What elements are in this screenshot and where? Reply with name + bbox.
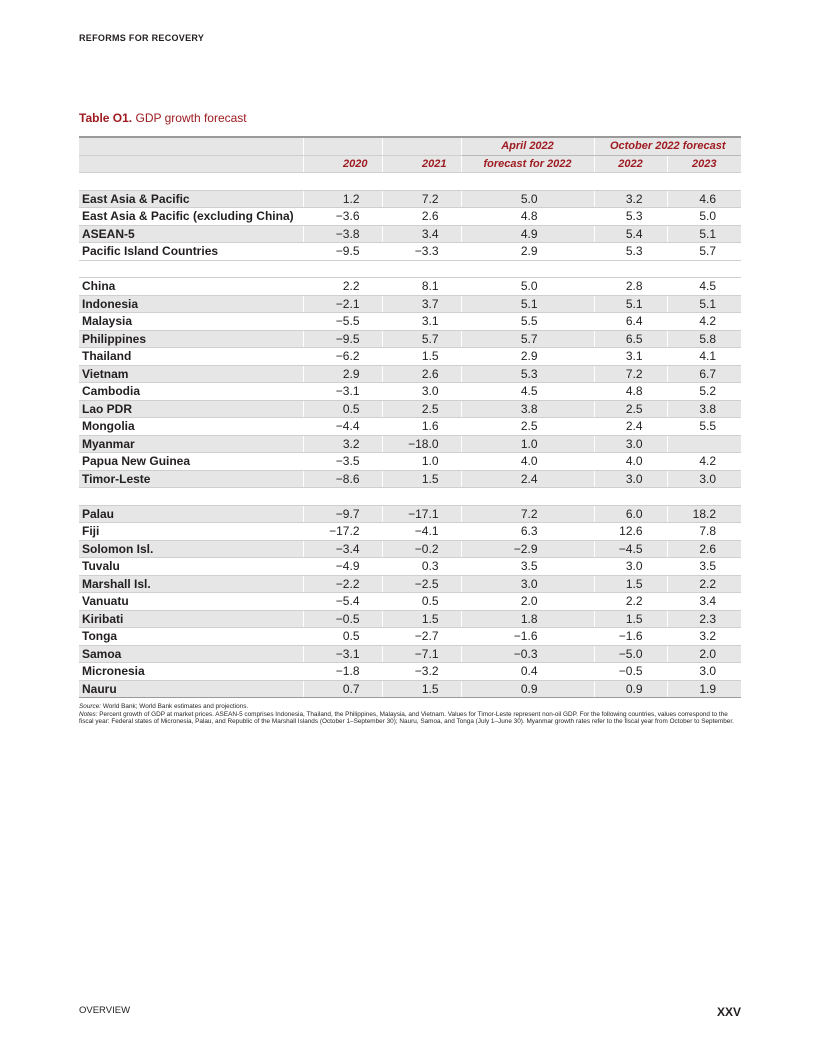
value-2020: 0.5 (303, 400, 382, 418)
table-spacer-row (79, 173, 741, 191)
value-oct-2023: 2.6 (667, 540, 741, 558)
value-2021: 1.5 (382, 470, 461, 488)
row-name: Timor-Leste (79, 470, 303, 488)
value-april-2022: 2.9 (461, 348, 594, 366)
row-name: Thailand (79, 348, 303, 366)
page-number: XXV (716, 1005, 741, 1019)
value-oct-2022: 6.4 (594, 313, 667, 331)
value-oct-2022: 3.0 (594, 470, 667, 488)
value-oct-2023: 4.6 (667, 190, 741, 208)
value-oct-2023: 3.0 (667, 470, 741, 488)
value-oct-2023: 3.0 (667, 663, 741, 681)
value-oct-2023 (667, 488, 741, 506)
value-oct-2022: 5.1 (594, 295, 667, 313)
row-name: Lao PDR (79, 400, 303, 418)
value-2020: 2.2 (303, 278, 382, 296)
row-name: Marshall Isl. (79, 575, 303, 593)
value-oct-2023: 4.2 (667, 313, 741, 331)
value-2021: 2.5 (382, 400, 461, 418)
table-row (79, 540, 741, 558)
value-oct-2022: −0.5 (594, 663, 667, 681)
row-name: Tuvalu (79, 558, 303, 576)
row-name: ASEAN-5 (79, 225, 303, 243)
row-name: Vietnam (79, 365, 303, 383)
col-header-april-forecast: forecast for 2022 (461, 155, 594, 173)
value-2020: −3.8 (303, 225, 382, 243)
value-2021: 0.3 (382, 558, 461, 576)
table-row (79, 190, 741, 208)
source-label: Source: (79, 703, 102, 710)
value-oct-2022: −4.5 (594, 540, 667, 558)
row-name: Tonga (79, 628, 303, 646)
value-april-2022: 5.7 (461, 330, 594, 348)
value-april-2022: 5.0 (461, 278, 594, 296)
value-oct-2023: 5.0 (667, 208, 741, 226)
value-oct-2023: 5.2 (667, 383, 741, 401)
value-2020 (303, 173, 382, 191)
value-2020: −0.5 (303, 610, 382, 628)
value-2020: −3.1 (303, 383, 382, 401)
row-name (79, 260, 303, 278)
notes-note (79, 711, 741, 726)
value-oct-2023 (667, 260, 741, 278)
value-oct-2022: 12.6 (594, 523, 667, 541)
value-oct-2022 (594, 173, 667, 191)
value-2020: −2.1 (303, 295, 382, 313)
row-name: Palau (79, 505, 303, 523)
value-oct-2023: 2.0 (667, 645, 741, 663)
value-2021: 2.6 (382, 208, 461, 226)
row-name: China (79, 278, 303, 296)
table-row (79, 365, 741, 383)
value-oct-2023: 2.3 (667, 610, 741, 628)
value-oct-2023: 4.1 (667, 348, 741, 366)
value-oct-2023: 3.4 (667, 593, 741, 611)
value-2021: −2.5 (382, 575, 461, 593)
value-2021: −3.3 (382, 243, 461, 261)
table-row (79, 645, 741, 663)
table-row (79, 348, 741, 366)
value-2020: −9.7 (303, 505, 382, 523)
value-oct-2022: 0.9 (594, 680, 667, 698)
value-2020: 2.9 (303, 365, 382, 383)
row-name: Nauru (79, 680, 303, 698)
row-name: East Asia & Pacific (excluding China) (79, 208, 303, 226)
notes-text: Percent growth of GDP at market prices. ASEAN-5 comprises Indonesia, Thailand, the Philippines, Malaysia, and Vietnam. Values for Timor-Leste represent non-oil GDP. For the following countries, values correspond to the fiscal year: Federal states of Micronesia, Palau, and Republic of the Marshall Islands (October 1–September 30); Nauru, Samoa, and Tonga (July 1–June 30). Myanmar growth rates refer to the fiscal year from October to September. (79, 710, 734, 726)
value-2020 (303, 260, 382, 278)
value-oct-2023: 3.2 (667, 628, 741, 646)
value-oct-2022: 2.2 (594, 593, 667, 611)
source-text: World Bank; World Bank estimates and projections. (102, 703, 249, 710)
table-row (79, 575, 741, 593)
table-row (79, 225, 741, 243)
row-name: Micronesia (79, 663, 303, 681)
group-header-october: October 2022 forecast (594, 137, 741, 155)
value-oct-2023: 3.8 (667, 400, 741, 418)
value-april-2022: −0.3 (461, 645, 594, 663)
row-name: Solomon Isl. (79, 540, 303, 558)
value-2021: −18.0 (382, 435, 461, 453)
value-oct-2022: 4.0 (594, 453, 667, 471)
value-oct-2022: 5.3 (594, 208, 667, 226)
table-spacer-row (79, 260, 741, 278)
value-april-2022: 3.5 (461, 558, 594, 576)
value-2021 (382, 488, 461, 506)
row-name: Kiribati (79, 610, 303, 628)
value-oct-2022: 4.8 (594, 383, 667, 401)
running-head: REFORMS FOR RECOVERY (79, 33, 205, 43)
row-name: Cambodia (79, 383, 303, 401)
table-row (79, 295, 741, 313)
value-april-2022: 4.5 (461, 383, 594, 401)
value-2021: 1.5 (382, 348, 461, 366)
table-row (79, 628, 741, 646)
value-oct-2023: 1.9 (667, 680, 741, 698)
table-row (79, 680, 741, 698)
value-april-2022: 1.8 (461, 610, 594, 628)
value-2021: −4.1 (382, 523, 461, 541)
value-oct-2023: 5.5 (667, 418, 741, 436)
value-oct-2022 (594, 488, 667, 506)
value-2020: −9.5 (303, 330, 382, 348)
value-oct-2022: 3.0 (594, 435, 667, 453)
value-2021: 7.2 (382, 190, 461, 208)
value-oct-2023: 7.8 (667, 523, 741, 541)
value-april-2022: 0.4 (461, 663, 594, 681)
value-april-2022: 5.3 (461, 365, 594, 383)
value-2021 (382, 260, 461, 278)
value-april-2022: −2.9 (461, 540, 594, 558)
value-oct-2022: 2.8 (594, 278, 667, 296)
value-2020: −3.1 (303, 645, 382, 663)
value-oct-2023: 5.1 (667, 295, 741, 313)
value-oct-2022: 1.5 (594, 610, 667, 628)
table-row (79, 523, 741, 541)
value-april-2022: 0.9 (461, 680, 594, 698)
value-oct-2022: 5.3 (594, 243, 667, 261)
table-row (79, 418, 741, 436)
value-oct-2023: 6.7 (667, 365, 741, 383)
value-2021: 8.1 (382, 278, 461, 296)
table-row (79, 400, 741, 418)
value-2020: 0.5 (303, 628, 382, 646)
value-oct-2022: 2.5 (594, 400, 667, 418)
value-oct-2022: −5.0 (594, 645, 667, 663)
table-row (79, 313, 741, 331)
value-oct-2022: 7.2 (594, 365, 667, 383)
value-oct-2023: 2.2 (667, 575, 741, 593)
table-row (79, 383, 741, 401)
value-oct-2022: 3.2 (594, 190, 667, 208)
row-name: Vanuatu (79, 593, 303, 611)
table-spacer-row (79, 488, 741, 506)
value-2020: 1.2 (303, 190, 382, 208)
header-blank (79, 155, 303, 173)
value-april-2022: 2.9 (461, 243, 594, 261)
footer-section: OVERVIEW (79, 1005, 131, 1016)
value-april-2022 (461, 260, 594, 278)
table-row (79, 505, 741, 523)
value-oct-2022: 6.0 (594, 505, 667, 523)
row-name: Samoa (79, 645, 303, 663)
value-2020: −4.4 (303, 418, 382, 436)
row-name: Malaysia (79, 313, 303, 331)
value-2020: −2.2 (303, 575, 382, 593)
table-row (79, 278, 741, 296)
value-2020: −3.4 (303, 540, 382, 558)
value-2020: −1.8 (303, 663, 382, 681)
value-2021: 3.0 (382, 383, 461, 401)
value-oct-2022: 1.5 (594, 575, 667, 593)
table-row (79, 610, 741, 628)
value-april-2022: 2.4 (461, 470, 594, 488)
value-april-2022: 4.8 (461, 208, 594, 226)
value-oct-2023: 4.5 (667, 278, 741, 296)
table-title (79, 111, 247, 125)
value-2021: −17.1 (382, 505, 461, 523)
value-2021: 2.6 (382, 365, 461, 383)
group-header-april: April 2022 (461, 137, 594, 155)
value-april-2022: −1.6 (461, 628, 594, 646)
value-oct-2022: 5.4 (594, 225, 667, 243)
value-april-2022 (461, 488, 594, 506)
value-april-2022: 2.5 (461, 418, 594, 436)
value-2020: −5.5 (303, 313, 382, 331)
value-oct-2022: 3.0 (594, 558, 667, 576)
table-title-text: GDP growth forecast (135, 111, 247, 125)
value-oct-2022: −1.6 (594, 628, 667, 646)
table-row (79, 453, 741, 471)
row-name (79, 173, 303, 191)
table-row (79, 593, 741, 611)
value-2020: −4.9 (303, 558, 382, 576)
source-note (79, 703, 741, 711)
header-blank (79, 137, 303, 155)
value-april-2022: 4.0 (461, 453, 594, 471)
value-2021: 1.6 (382, 418, 461, 436)
col-header-oct-2022: 2022 (594, 155, 667, 173)
row-name: Papua New Guinea (79, 453, 303, 471)
table-row (79, 435, 741, 453)
value-2020: −17.2 (303, 523, 382, 541)
notes-label: Notes: (79, 710, 98, 718)
value-2021: 3.7 (382, 295, 461, 313)
value-april-2022: 7.2 (461, 505, 594, 523)
value-april-2022: 3.8 (461, 400, 594, 418)
header-blank (303, 137, 382, 155)
value-april-2022: 6.3 (461, 523, 594, 541)
table-title-label: Table O1. (79, 111, 133, 125)
value-oct-2022: 2.4 (594, 418, 667, 436)
value-april-2022: 5.5 (461, 313, 594, 331)
value-2020: −6.2 (303, 348, 382, 366)
table-row (79, 330, 741, 348)
value-oct-2023: 5.1 (667, 225, 741, 243)
table-row (79, 558, 741, 576)
value-2021: 1.5 (382, 610, 461, 628)
value-2021: −3.2 (382, 663, 461, 681)
table-notes (79, 703, 741, 726)
value-oct-2023 (667, 173, 741, 191)
value-oct-2023: 5.8 (667, 330, 741, 348)
table-row (79, 470, 741, 488)
value-2021: 1.5 (382, 680, 461, 698)
value-2021: 0.5 (382, 593, 461, 611)
value-2021: −7.1 (382, 645, 461, 663)
value-april-2022: 3.0 (461, 575, 594, 593)
row-name: Pacific Island Countries (79, 243, 303, 261)
value-april-2022: 1.0 (461, 435, 594, 453)
header-blank (382, 137, 461, 155)
value-2020: −9.5 (303, 243, 382, 261)
row-name: Myanmar (79, 435, 303, 453)
value-oct-2022: 3.1 (594, 348, 667, 366)
value-2021: −0.2 (382, 540, 461, 558)
value-april-2022 (461, 173, 594, 191)
value-oct-2023: 18.2 (667, 505, 741, 523)
value-oct-2022: 6.5 (594, 330, 667, 348)
table-row (79, 208, 741, 226)
value-2021: 3.4 (382, 225, 461, 243)
value-2021: −2.7 (382, 628, 461, 646)
value-oct-2023: 4.2 (667, 453, 741, 471)
row-name: East Asia & Pacific (79, 190, 303, 208)
value-oct-2023: 5.7 (667, 243, 741, 261)
value-2020: 3.2 (303, 435, 382, 453)
value-2020: −3.6 (303, 208, 382, 226)
value-oct-2023: 3.5 (667, 558, 741, 576)
table-row (79, 663, 741, 681)
value-2020: −3.5 (303, 453, 382, 471)
col-header-2021: 2021 (382, 155, 461, 173)
value-2021 (382, 173, 461, 191)
value-2021: 5.7 (382, 330, 461, 348)
value-2020: −5.4 (303, 593, 382, 611)
col-header-oct-2023: 2023 (667, 155, 741, 173)
value-2021: 1.0 (382, 453, 461, 471)
value-oct-2023 (667, 435, 741, 453)
value-april-2022: 5.0 (461, 190, 594, 208)
row-name: Philippines (79, 330, 303, 348)
row-name (79, 488, 303, 506)
value-april-2022: 5.1 (461, 295, 594, 313)
value-2021: 3.1 (382, 313, 461, 331)
value-oct-2022 (594, 260, 667, 278)
value-april-2022: 2.0 (461, 593, 594, 611)
table-row (79, 243, 741, 261)
value-april-2022: 4.9 (461, 225, 594, 243)
value-2020: 0.7 (303, 680, 382, 698)
row-name: Indonesia (79, 295, 303, 313)
row-name: Fiji (79, 523, 303, 541)
gdp-forecast-table (79, 136, 741, 698)
value-2020 (303, 488, 382, 506)
row-name: Mongolia (79, 418, 303, 436)
value-2020: −8.6 (303, 470, 382, 488)
col-header-2020: 2020 (303, 155, 382, 173)
